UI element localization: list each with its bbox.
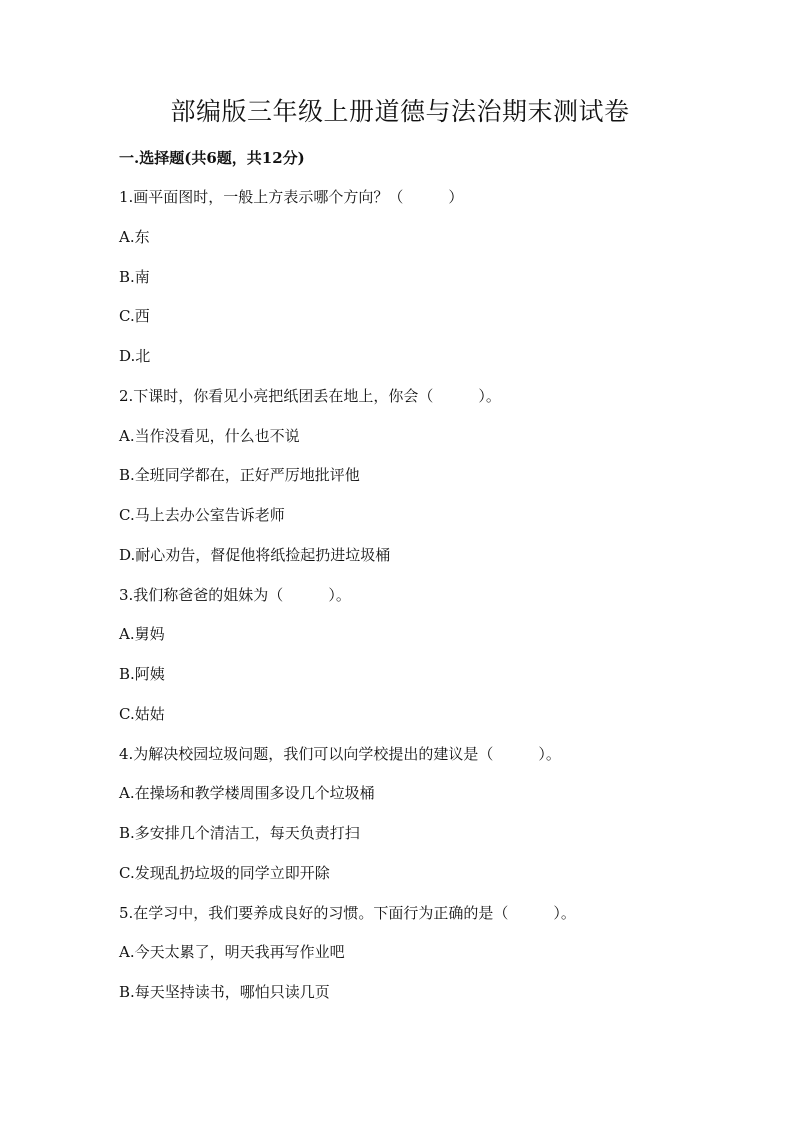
question-2-option-d: D.耐心劝告，督促他将纸捡起扔进垃圾桶 xyxy=(119,545,391,564)
question-1-stem: 1.画平面图时，一般上方表示哪个方向？（ ） xyxy=(119,188,464,206)
section-heading: 一.选择题(共6题，共12分) xyxy=(119,149,305,167)
question-3-stem: 3.我们称爸爸的姐妹为（ ）。 xyxy=(119,585,351,604)
question-4-option-b: B.多安排几个清洁工，每天负责打扫 xyxy=(119,824,360,842)
question-1-option-b: B.南 xyxy=(119,267,150,286)
question-2-option-a: A.当作没看见，什么也不说 xyxy=(119,426,300,445)
question-4-option-c: C.发现乱扔垃圾的同学立即开除 xyxy=(119,863,330,882)
question-5-option-b: B.每天坚持读书，哪怕只读几页 xyxy=(119,983,330,1001)
question-3-option-b: B.阿姨 xyxy=(119,665,165,683)
question-1-option-d: D.北 xyxy=(119,347,151,365)
question-1-option-a: A.东 xyxy=(119,227,150,246)
question-3-option-a: A.舅妈 xyxy=(119,625,165,644)
question-4-option-a: A.在操场和教学楼周围多设几个垃圾桶 xyxy=(119,784,375,803)
question-2-stem: 2.下课时，你看见小亮把纸团丢在地上，你会（ ）。 xyxy=(119,386,501,405)
question-1-option-c: C.西 xyxy=(119,307,150,326)
question-list xyxy=(119,185,739,1020)
question-5-option-a: A.今天太累了，明天我再写作业吧 xyxy=(119,943,345,962)
question-2-option-b: B.全班同学都在，正好严厉地批评他 xyxy=(119,466,360,485)
question-3-option-c: C.姑姑 xyxy=(119,704,165,723)
question-4-stem: 4.为解决校园垃圾问题，我们可以向学校提出的建议是（ ）。 xyxy=(119,744,561,763)
question-2-option-c: C.马上去办公室告诉老师 xyxy=(119,506,285,524)
question-5-stem: 5.在学习中，我们要养成良好的习惯。下面行为正确的是（ ）。 xyxy=(119,903,576,922)
page-title: 部编版三年级上册道德与法治期末测试卷 xyxy=(170,97,630,126)
